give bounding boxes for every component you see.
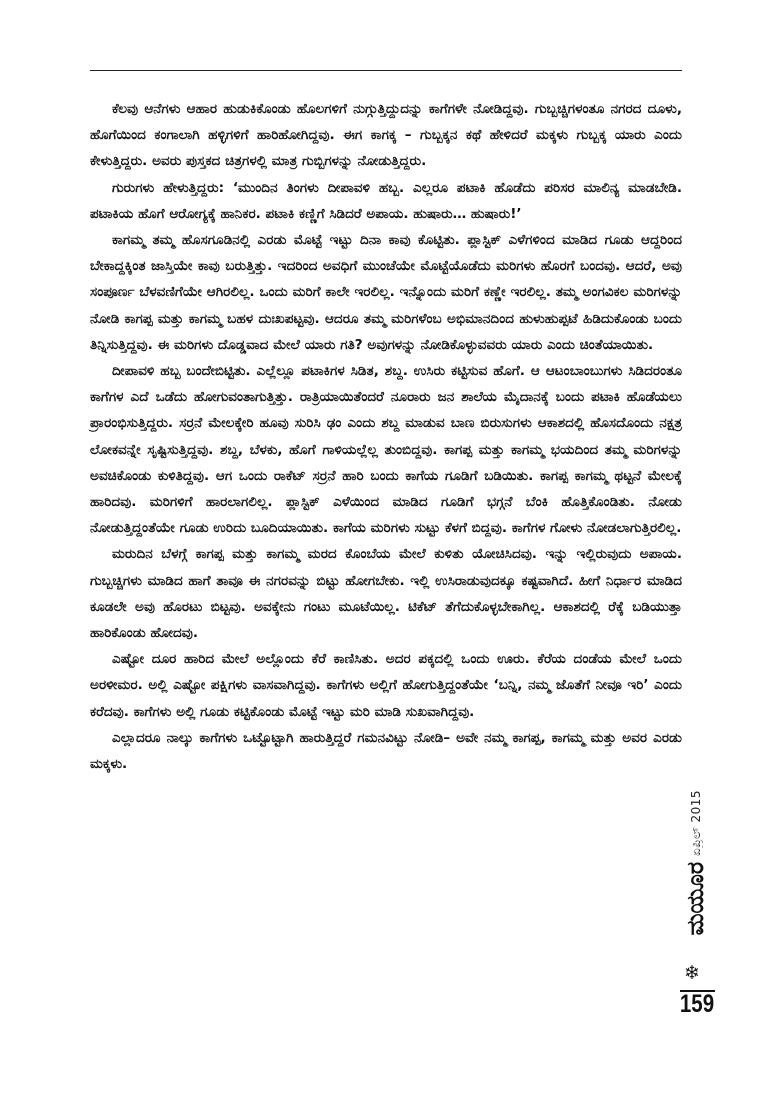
issue-date: ಏಪ್ರಿಲ್ 2015 bbox=[689, 790, 703, 856]
magazine-title: ಮಯೂರ bbox=[683, 861, 709, 936]
paragraph: ಎಷ್ಟೋ ದೂರ ಹಾರಿದ ಮೇಲೆ ಅಲ್ಲೊಂದು ಕೆರೆ ಕಾಣಿಸಿತು. ಅದರ ಪಕ್ಕದಲ್ಲಿ ಒಂದು ಊರು. ಕೆರೆಯ ದಂಡೆಯ ಮೇಲೆ ಒಂದು ಅರಳೀಮರ. ಅಲ್ಲಿ ಎಷ್ಟೋ ಪಕ್ಷಿಗಳು ವಾಸವಾಗಿದ್ದವು. ಕಾಗೆಗಳು ಅಲ್ಲಿಗೆ ಹೋಗುತ್ತಿದ್ದಂತೆಯೇ ‘ಬನ್ನಿ, ನಮ್ಮ ಜೊತೆಗೆ ನೀವೂ ಇರಿ’ ಎಂದು ಕರೆದವು. ಕಾಗೆಗಳು ಅಲ್ಲಿ ಗೂಡು ಕಟ್ಟಿಕೊಂಡು ಮೊಟ್ಟೆ ಇಟ್ಟು ಮರಿ ಮಾಡಿ ಸುಖವಾಗಿದ್ದವು. bbox=[90, 651, 682, 720]
paragraph: ಎಲ್ಲಾದರೂ ನಾಲ್ಕು ಕಾಗೆಗಳು ಒಟ್ಟೊಟ್ಟಾಗಿ ಹಾರುತ್ತಿದ್ದರೆ ಗಮನವಿಟ್ಟು ನೋಡಿ– ಅವೇ ನಮ್ಮ ಕಾಗಪ್ಪ, ಕಾಗಮ್ಮ ಮತ್ತು ಅವರ ಎರಡು ಮಕ್ಕಳು. bbox=[90, 729, 682, 773]
paragraph: ಕೆಲವು ಆನೆಗಳು ಆಹಾರ ಹುಡುಕಿಕೊಂಡು ಹೊಲಗಳಿಗೆ ನುಗ್ಗುತ್ತಿದ್ದುದನ್ನು ಕಾಗೆಗಳೇ ನೋಡಿದ್ದವು. ಗುಬ್ಬಚ್ಚಿಗಳಂತೂ ನಗರದ ದೂಳು, ಹೊಗೆಯಿಂದ ಕಂಗಾಲಾಗಿ ಹಳ್ಳಿಗಳಿಗೆ ಹಾರಿಹೋಗಿದ್ದವು. ಈಗ ಕಾಗಕ್ಕ – ಗುಬ್ಬಕ್ಕನ ಕಥೆ ಹೇಳಿದರೆ ಮಕ್ಕಳು ಗುಬ್ಬಕ್ಕ ಯಾರು ಎಂದು ಕೇಳುತ್ತಿದ್ದರು. ಅವರು ಪುಸ್ತಕದ ಚಿತ್ರಗಳಲ್ಲಿ ಮಾತ್ರ ಗುಬ್ಬಿಗಳನ್ನು ನೋಡುತ್ತಿದ್ದರು. bbox=[90, 101, 682, 170]
paragraph: ಮರುದಿನ ಬೆಳಗ್ಗೆ ಕಾಗಪ್ಪ ಮತ್ತು ಕಾಗಮ್ಮ ಮರದ ಕೊಂಬೆಯ ಮೇಲೆ ಕುಳಿತು ಯೋಚಿಸಿದವು. ಇನ್ನು ಇಲ್ಲಿರುವುದು ಅಪಾಯ. ಗುಬ್ಬಚ್ಚಿಗಳು ಮಾಡಿದ ಹಾಗೆ ತಾವೂ ಈ ನಗರವನ್ನು ಬಿಟ್ಟು ಹೋಗಬೇಕು. ಇಲ್ಲಿ ಉಸಿರಾಡುವುದಕ್ಕೂ ಕಷ್ಟವಾಗಿದೆ. ಹೀಗೆ ನಿರ್ಧಾರ ಮಾಡಿದ ಕೂಡಲೇ ಅವು ಹೊರಟು ಬಿಟ್ಟವು. ಅವಕ್ಕೇನು ಗಂಟು ಮೂಟೆಯಿಲ್ಲ. ಟಿಕೆಟ್ ತೆಗೆದುಕೊಳ್ಳಬೇಕಾಗಿಲ್ಲ. ಆಕಾಶದಲ್ಲಿ ರೆಕ್ಕೆ ಬಡಿಯುತ್ತಾ ಹಾರಿಕೊಂಡು ಹೋದವು. bbox=[90, 546, 682, 642]
magazine-side-label bbox=[676, 790, 716, 985]
snowflake-icon: ❄ bbox=[684, 962, 700, 984]
article-body bbox=[90, 96, 682, 777]
paragraph: ದೀಪಾವಳಿ ಹಬ್ಬ ಬಂದೇಬಿಟ್ಟಿತು. ಎಲ್ಲೆಲ್ಲೂ ಪಟಾಕಿಗಳ ಸಿಡಿತ, ಶಬ್ದ. ಉಸಿರು ಕಟ್ಟಿಸುವ ಹೊಗೆ. ಆ ಆಟಂಬಾಂಬುಗಳು ಸಿಡಿದರಂತೂ ಕಾಗೆಗಳ ಎದೆ ಒಡೆದು ಹೋಗುವಂತಾಗುತ್ತಿತ್ತು. ರಾತ್ರಿಯಾಯಿತೆಂದರೆ ನೂರಾರು ಜನ ಶಾಲೆಯ ಮೈದಾನಕ್ಕೆ ಬಂದು ಪಟಾಕಿ ಹೊಡೆಯಲು ಪ್ರಾರಂಭಿಸುತ್ತಿದ್ದರು. ಸರ್ರನೆ ಮೇಲಕ್ಕೇರಿ ಹೂವು ಸುರಿಸಿ ಢಂ ಎಂದು ಶಬ್ದ ಮಾಡುವ ಬಾಣ ಬಿರುಸುಗಳು ಆಕಾಶದಲ್ಲಿ ಹೊಸದೊಂದು ನಕ್ಷತ್ರ ಲೋಕವನ್ನೇ ಸೃಷ್ಟಿಸುತ್ತಿದ್ದವು. ಶಬ್ದ, ಬೆಳಕು, ಹೊಗೆ ಗಾಳಿಯಲ್ಲೆಲ್ಲ ತುಂಬಿದ್ದವು. ಕಾಗಪ್ಪ ಮತ್ತು ಕಾಗಮ್ಮ ಭಯದಿಂದ ತಮ್ಮ ಮರಿಗಳನ್ನು ಅವಚಿಕೊಂಡು ಕುಳಿತಿದ್ದವು. ಆಗ ಒಂದು ರಾಕೆಟ್ ಸರ್ರನೆ ಹಾರಿ ಬಂದು ಕಾಗೆಯ ಗೂಡಿಗೆ ಬಡಿಯಿತು. ಕಾಗಪ್ಪ ಕಾಗಮ್ಮ ಥಟ್ಟನೆ ಮೇಲಕ್ಕೆ ಹಾರಿದವು. ಮರಿಗಳಿಗೆ ಹಾರಲಾಗಲಿಲ್ಲ. ಪ್ಲಾಸ್ಟಿಕ್ ಎಳೆಯಿಂದ ಮಾಡಿದ ಗೂಡಿಗೆ ಭಗ್ಗನೆ ಬೆಂಕಿ ಹೊತ್ತಿಕೊಂಡಿತು. ನೋಡು ನೋಡುತ್ತಿದ್ದಂತೆಯೇ ಗೂಡು ಉರಿದು ಬೂದಿಯಾಯಿತು. ಕಾಗೆಯ ಮರಿಗಳು ಸುಟ್ಟು ಕೆಳಗೆ ಬಿದ್ದವು. ಕಾಗೆಗಳ ಗೋಳು ನೋಡಲಾಗುತ್ತಿರಲಿಲ್ಲ. bbox=[90, 363, 682, 537]
top-rule bbox=[90, 70, 682, 71]
paragraph: ಗುರುಗಳು ಹೇಳುತ್ತಿದ್ದರು: ‘ಮುಂದಿನ ತಿಂಗಳು ದೀಪಾವಳಿ ಹಬ್ಬ. ಎಲ್ಲರೂ ಪಟಾಕಿ ಹೊಡೆದು ಪರಿಸರ ಮಾಲಿನ್ಯ ಮಾಡಬೇಡಿ. ಪಟಾಕಿಯ ಹೊಗೆ ಆರೋಗ್ಯಕ್ಕೆ ಹಾನಿಕರ. ಪಟಾಕಿ ಕಣ್ಣಿಗೆ ಸಿಡಿದರೆ ಅಪಾಯ. ಹುಷಾರು… ಹುಷಾರು!’ bbox=[90, 179, 682, 222]
page-number: 159 bbox=[679, 990, 715, 1018]
paragraph: ಕಾಗಮ್ಮ ತಮ್ಮ ಹೊಸಗೂಡಿನಲ್ಲಿ ಎರಡು ಮೊಟ್ಟೆ ಇಟ್ಟು ದಿನಾ ಕಾವು ಕೊಟ್ಟಿತು. ಪ್ಲಾಸ್ಟಿಕ್ ಎಳೆಗಳಿಂದ ಮಾಡಿದ ಗೂಡು ಆದ್ದರಿಂದ ಬೇಕಾದ್ದಕ್ಕಿಂತ ಜಾಸ್ತಿಯೇ ಕಾವು ಬರುತ್ತಿತ್ತು. ಇದರಿಂದ ಅವಧಿಗೆ ಮುಂಚೆಯೇ ಮೊಟ್ಟೆಯೊಡೆದು ಮರಿಗಳು ಹೊರಗೆ ಬಂದವು. ಆದರೆ, ಅವು ಸಂಪೂರ್ಣ ಬೆಳವಣಿಗೆಯೇ ಆಗಿರಲಿಲ್ಲ. ಒಂದು ಮರಿಗೆ ಕಾಲೇ ಇರಲಿಲ್ಲ. ಇನ್ನೊಂದು ಮರಿಗೆ ಕಣ್ಣೇ ಇರಲಿಲ್ಲ. ತಮ್ಮ ಅಂಗವಿಕಲ ಮರಿಗಳನ್ನು ನೋಡಿ ಕಾಗಪ್ಪ ಮತ್ತು ಕಾಗಮ್ಮ ಬಹಳ ದುಃಖಪಟ್ಟವು. ಆದರೂ ತಮ್ಮ ಮರಿಗಳೆಂಬ ಅಭಿಮಾನದಿಂದ ಹುಳುಹುಪ್ಪಟೆ ಹಿಡಿದುಕೊಂಡು ಬಂದು ತಿನ್ನಿಸುತ್ತಿದ್ದವು. ಈ ಮರಿಗಳು ದೊಡ್ಡವಾದ ಮೇಲೆ ಯಾರು ಗತಿ? ಅವುಗಳನ್ನು ನೋಡಿಕೊಳ್ಳುವವರು ಯಾರು ಎಂದು ಚಿಂತೆಯಾಯಿತು. bbox=[90, 232, 682, 353]
